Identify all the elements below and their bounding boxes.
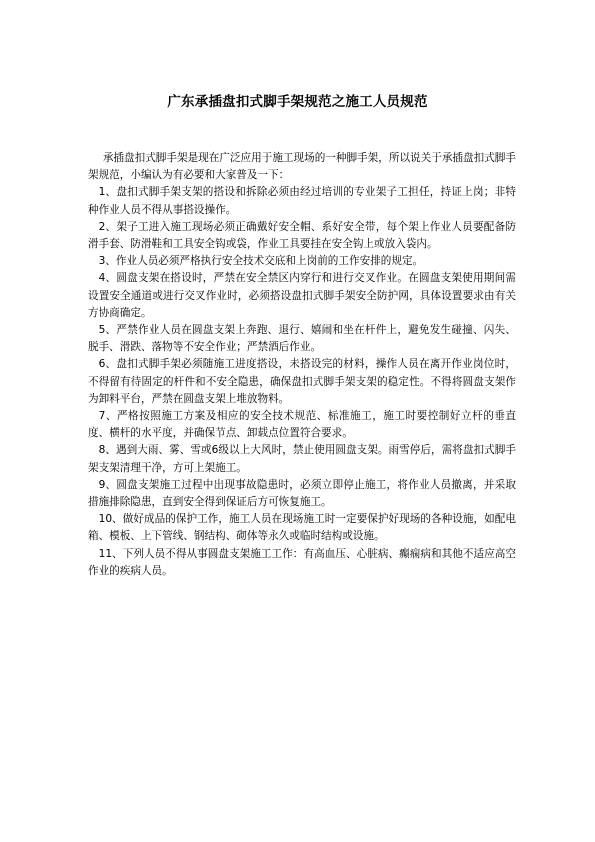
rule-item-4: 4、圆盘支架在搭设时，严禁在安全禁区内穿行和进行交叉作业。在圆盘支架使用期间需设置安全通道或进行交叉作业时，必须搭设盘扣式脚手架安全防护网，具体设置要求由有关方协商确定。 <box>88 272 516 319</box>
intro-paragraph: 承插盘扣式脚手架是现在广泛应用于施工现场的一种脚手架，所以说关于承插盘扣式脚手架规范，小编认为有必要和大家普及一下： <box>88 152 516 182</box>
rule-item-3: 3、作业人员必须严格执行安全技术交底和上岗前的工作安排的规定。 <box>98 255 424 268</box>
rule-item-7: 7、严格按照施工方案及相应的安全技术规范、标准施工，施工时要控制好立杆的垂直度、横杆的水平度，并确保节点、卸载点位置符合要求。 <box>88 410 516 440</box>
rule-item-8: 8、遇到大雨、雾、雪或6级以上大风时，禁止使用圆盘支架。雨雪停后，需将盘扣式脚手架支架清理干净，方可上架施工。 <box>88 444 516 474</box>
rule-item-9: 9、圆盘支架施工过程中出现事故隐患时，必须立即停止施工，将作业人员撤离，并采取措施排除隐患，直到安全得到保证后方可恢复施工。 <box>88 478 516 509</box>
document-body <box>88 150 516 580</box>
rule-item-11: 11、下列人员不得从事圆盘支架施工工作：有高血压、心脏病、癫痫病和其他不适应高空作业的疾病人员。 <box>88 547 516 577</box>
rule-item-1: 1、盘扣式脚手架支架的搭设和拆除必须由经过培训的专业架子工担任，持证上岗；非特种作业人员不得从事搭设操作。 <box>88 186 516 216</box>
rule-item-5: 5、严禁作业人员在圆盘支架上奔跑、退行、嬉闹和坐在杆件上，避免发生碰撞、闪失、脱手、滑跌、落物等不安全作业；严禁酒后作业。 <box>88 324 516 354</box>
rule-item-2: 2、架子工进入施工现场必须正确戴好安全帽、系好安全带，每个架上作业人员要配备防滑手套、防滑鞋和工具安全钩或袋，作业工具要挂在安全钩上或放入袋内。 <box>88 220 516 251</box>
document-title: 广东承插盘扣式脚手架规范之施工人员规范 <box>167 94 428 110</box>
rule-item-6: 6、盘扣式脚手架必须随施工进度搭设，未搭设完的材料，操作人员在离开作业岗位时，不得留有待固定的杆件和不安全隐患，确保盘扣式脚手架支架的稳定性。不得将圆盘支架作为卸料平台，严禁在圆盘支架上堆放物料。 <box>88 358 516 405</box>
rule-item-10: 10、做好成品的保护工作，施工人员在现场施工时一定要保护好现场的各种设施，如配电箱、模板、上下管线、钢结构、砌体等永久或临时结构或设施。 <box>88 513 516 543</box>
